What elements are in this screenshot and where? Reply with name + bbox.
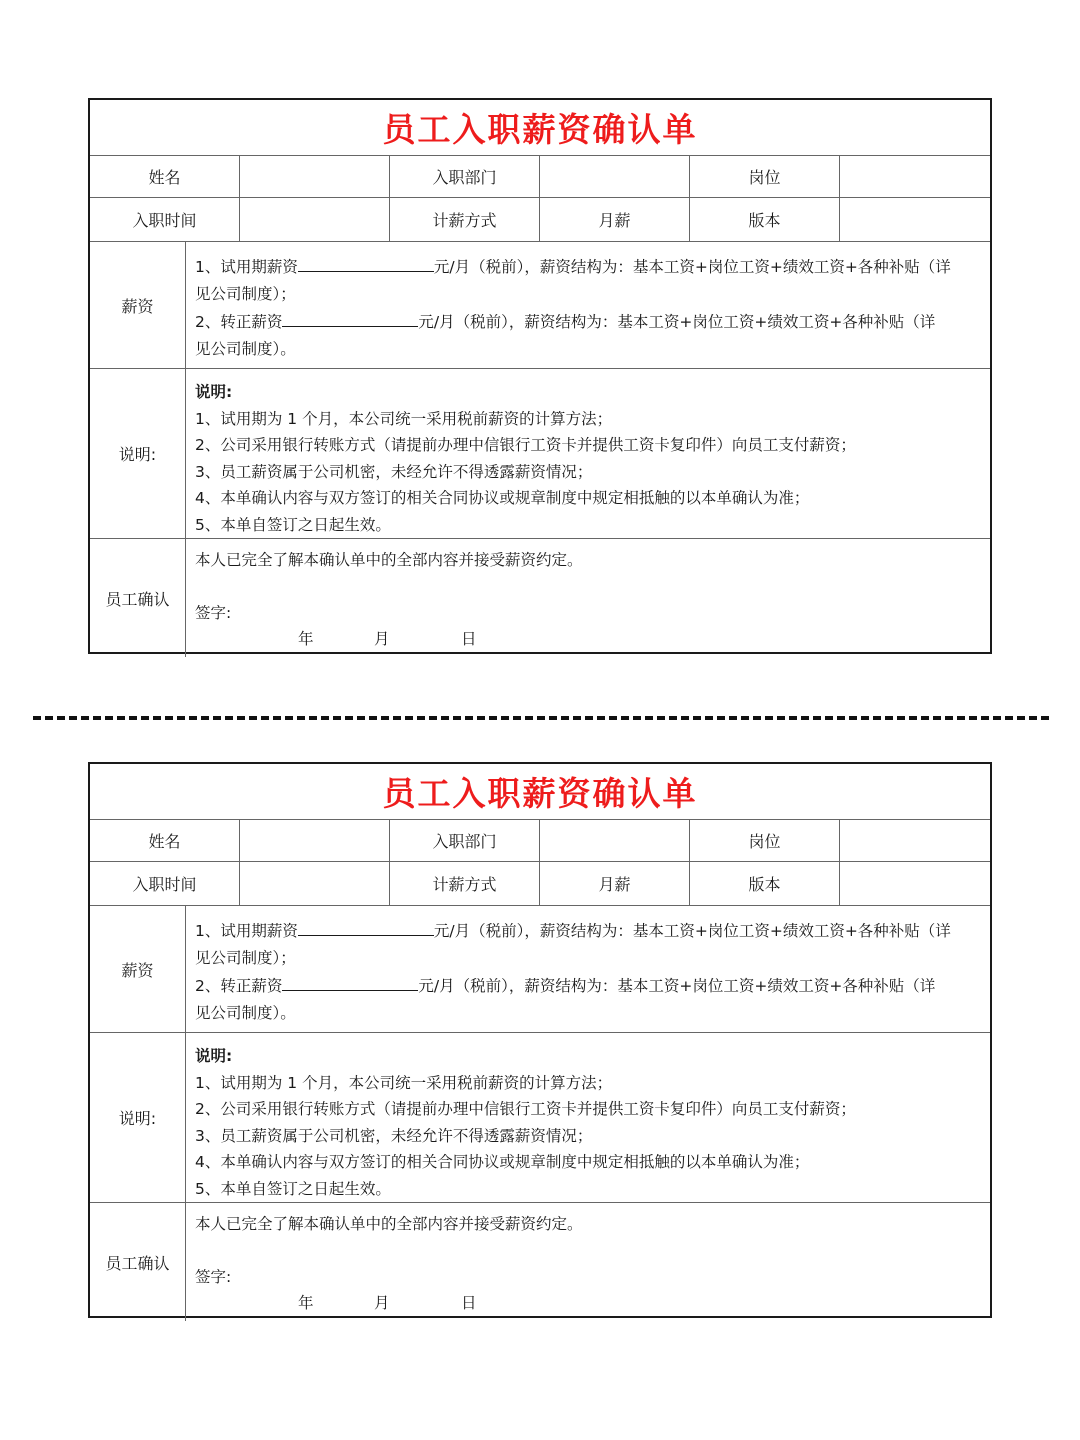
join-date-label: 入职时间 xyxy=(90,198,240,241)
salary-confirmation-form-top xyxy=(88,98,992,654)
confirm-label: 员工确认 xyxy=(90,1203,186,1321)
header-row-1 xyxy=(90,156,990,198)
regular-salary-blank[interactable] xyxy=(282,971,418,991)
version-field[interactable] xyxy=(840,862,990,905)
month-label: 月 xyxy=(374,630,390,649)
join-date-label: 入职时间 xyxy=(90,862,240,905)
salary-section xyxy=(90,906,990,1033)
date-row xyxy=(195,626,982,652)
note-item: 2、公司采用银行转账方式（请提前办理中信银行工资卡并提供工资卡复印件）向员工支付薪资； xyxy=(195,1100,856,1119)
probation-salary-blank[interactable] xyxy=(298,916,434,936)
salary-label: 薪资 xyxy=(90,242,186,368)
pay-method-label: 计薪方式 xyxy=(390,198,540,241)
month-label: 月 xyxy=(374,1294,390,1313)
note-item: 2、公司采用银行转账方式（请提前办理中信银行工资卡并提供工资卡复印件）向员工支付薪资； xyxy=(195,436,856,455)
probation-salary-cont: 见公司制度）； xyxy=(195,948,296,967)
form-title: 员工入职薪资确认单 xyxy=(90,100,990,156)
name-label: 姓名 xyxy=(90,820,240,861)
confirm-content xyxy=(186,1203,990,1321)
regular-salary-blank[interactable] xyxy=(282,307,418,327)
note-item: 1、试用期为 1 个月，本公司统一采用税前薪资的计算方法； xyxy=(195,1073,613,1092)
year-label: 年 xyxy=(298,1294,314,1313)
salary-confirmation-form-bottom xyxy=(88,762,992,1318)
pay-method-label: 计薪方式 xyxy=(390,862,540,905)
pay-method-value: 月薪 xyxy=(540,198,690,241)
version-label: 版本 xyxy=(690,862,840,905)
date-row xyxy=(195,1290,982,1316)
year-label: 年 xyxy=(298,630,314,649)
position-field[interactable] xyxy=(840,156,990,197)
salary-label: 薪资 xyxy=(90,906,186,1032)
notes-section xyxy=(90,1033,990,1203)
confirm-label: 员工确认 xyxy=(90,539,186,657)
name-field[interactable] xyxy=(240,820,390,861)
position-field[interactable] xyxy=(840,820,990,861)
confirm-content xyxy=(186,539,990,657)
position-label: 岗位 xyxy=(690,156,840,197)
version-label: 版本 xyxy=(690,198,840,241)
regular-salary-suffix: 元/月（税前），薪资结构为：基本工资+岗位工资+绩效工资+各种补贴（详 xyxy=(418,977,936,996)
regular-salary-suffix: 元/月（税前），薪资结构为：基本工资+岗位工资+绩效工资+各种补贴（详 xyxy=(418,313,936,332)
regular-salary-cont: 见公司制度）。 xyxy=(195,1003,296,1022)
confirm-section xyxy=(90,1203,990,1321)
join-date-field[interactable] xyxy=(240,862,390,905)
probation-salary-suffix: 元/月（税前），薪资结构为：基本工资+岗位工资+绩效工资+各种补贴（详 xyxy=(433,258,951,276)
probation-salary-prefix: 1、试用期薪资 xyxy=(195,258,298,276)
confirm-text: 本人已完全了解本确认单中的全部内容并接受薪资约定。 xyxy=(195,1215,583,1233)
department-label: 入职部门 xyxy=(390,156,540,197)
probation-salary-cont: 见公司制度）； xyxy=(195,284,296,303)
notes-label: 说明: xyxy=(90,369,186,538)
signature-label[interactable]: 签字: xyxy=(195,1267,232,1286)
regular-salary-prefix: 2、转正薪资 xyxy=(195,977,283,996)
day-label: 日 xyxy=(461,630,477,649)
header-row-1 xyxy=(90,820,990,862)
notes-heading: 说明: xyxy=(195,1047,233,1065)
notes-heading: 说明: xyxy=(195,383,233,401)
probation-salary-prefix: 1、试用期薪资 xyxy=(195,922,298,940)
regular-salary-prefix: 2、转正薪资 xyxy=(195,313,283,332)
regular-salary-cont: 见公司制度）。 xyxy=(195,339,296,358)
notes-content xyxy=(186,1033,990,1202)
day-label: 日 xyxy=(461,1294,477,1313)
department-label: 入职部门 xyxy=(390,820,540,861)
probation-salary-suffix: 元/月（税前），薪资结构为：基本工资+岗位工资+绩效工资+各种补贴（详 xyxy=(433,922,951,940)
salary-content xyxy=(186,242,990,368)
note-item: 1、试用期为 1 个月，本公司统一采用税前薪资的计算方法； xyxy=(195,409,613,428)
department-field[interactable] xyxy=(540,156,690,197)
position-label: 岗位 xyxy=(690,820,840,861)
join-date-field[interactable] xyxy=(240,198,390,241)
cut-line-divider xyxy=(33,716,1049,720)
note-item: 3、员工薪资属于公司机密，未经允许不得透露薪资情况； xyxy=(195,462,593,481)
notes-section xyxy=(90,369,990,539)
name-label: 姓名 xyxy=(90,156,240,197)
note-item: 4、本单确认内容与双方签订的相关合同协议或规章制度中规定相抵触的以本单确认为准； xyxy=(195,1153,810,1172)
header-row-2 xyxy=(90,198,990,242)
pay-method-value: 月薪 xyxy=(540,862,690,905)
notes-label: 说明: xyxy=(90,1033,186,1202)
note-item: 5、本单自签订之日起生效。 xyxy=(195,515,391,534)
confirm-section xyxy=(90,539,990,657)
header-row-2 xyxy=(90,862,990,906)
note-item: 5、本单自签订之日起生效。 xyxy=(195,1179,391,1198)
salary-content xyxy=(186,906,990,1032)
probation-salary-blank[interactable] xyxy=(298,252,434,272)
confirm-text: 本人已完全了解本确认单中的全部内容并接受薪资约定。 xyxy=(195,551,583,569)
department-field[interactable] xyxy=(540,820,690,861)
notes-content xyxy=(186,369,990,538)
note-item: 3、员工薪资属于公司机密，未经允许不得透露薪资情况； xyxy=(195,1126,593,1145)
signature-label[interactable]: 签字: xyxy=(195,603,232,622)
version-field[interactable] xyxy=(840,198,990,241)
salary-section xyxy=(90,242,990,369)
form-title: 员工入职薪资确认单 xyxy=(90,764,990,820)
name-field[interactable] xyxy=(240,156,390,197)
note-item: 4、本单确认内容与双方签订的相关合同协议或规章制度中规定相抵触的以本单确认为准； xyxy=(195,489,810,508)
